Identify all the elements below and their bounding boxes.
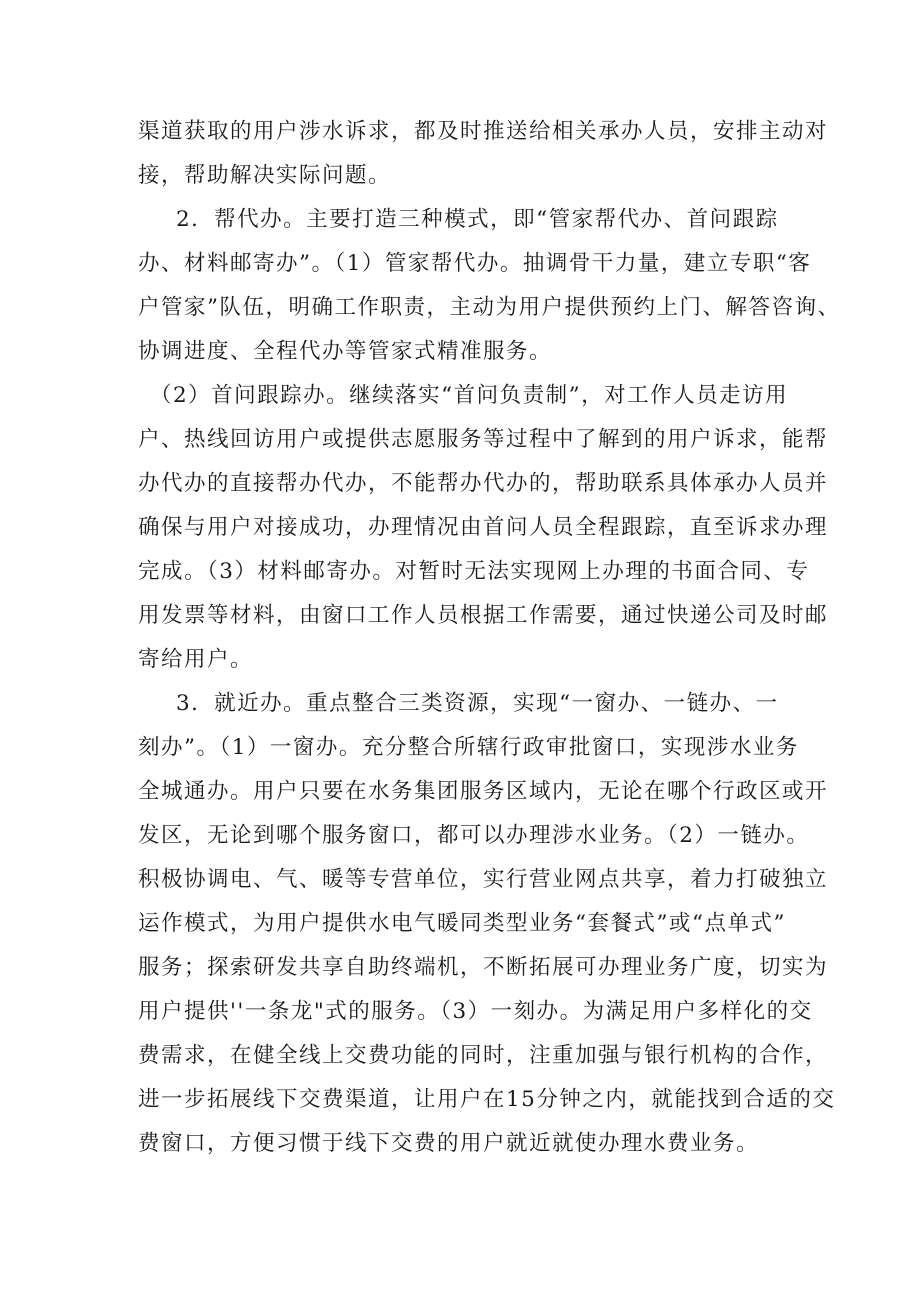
text-line: 户管家”队伍，明确工作职责，主动为用户提供预约上门、解答咨询、	[138, 295, 841, 320]
text-line: 户、热线回访用户或提供志愿服务等过程中了解到的用户诉求，能帮	[138, 427, 829, 452]
text-line: 刻办”。（1）一窗办。充分整合所辖行政审批窗口，实现涉水业务	[138, 735, 799, 760]
text-line: 服务；探索研发共享自助终端机，不断拓展可办理业务广度，切实为	[138, 955, 829, 980]
text-line: 发区，无论到哪个服务窗口，都可以办理涉水业务。（2）一链办。	[138, 823, 810, 848]
text-line: 渠道获取的用户涉水诉求，都及时推送给相关承办人员，安排主动对	[138, 119, 829, 144]
text-line: 寄给用户。	[138, 647, 254, 672]
text-line: 完成。（3）材料邮寄办。对暂时无法实现网上办理的书面合同、专	[138, 559, 810, 584]
text-line: 接，帮助解决实际问题。	[138, 163, 392, 188]
paragraph-3-start: 3．就近办。重点整合三类资源，实现“一窗办、一链办、一	[176, 691, 779, 716]
text-line: 办、材料邮寄办”。（1）管家帮代办。抽调骨干力量，建立专职“客	[138, 251, 812, 276]
text-line: 费需求，在健全线上交费功能的同时，注重加强与银行机构的合作，	[138, 1043, 829, 1068]
text-line: 进一步拓展线下交费渠道，让用户在15分钟之内，就能找到合适的交	[138, 1087, 836, 1112]
text-line: 运作模式，为用户提供水电气暖同类型业务“套餐式”或“点单式”	[138, 911, 786, 936]
text-line: 积极协调电、气、暖等专营单位，实行营业网点共享，着力打破独立	[138, 867, 829, 892]
text-line: 用发票等材料，由窗口工作人员根据工作需要，通过快递公司及时邮	[138, 603, 829, 628]
paragraph-2-2-start: （2）首问跟踪办。继续落实“首问负责制”，对工作人员走访用	[150, 383, 789, 408]
paragraph-2-start: 2．帮代办。主要打造三种模式，即“管家帮代办、首问跟踪	[176, 207, 779, 232]
text-line: 费窗口，方便习惯于线下交费的用户就近就使办理水费业务。	[138, 1131, 760, 1156]
text-line: 用户提供''一条龙"式的服务。（3）一刻办。为满足用户多样化的交	[138, 999, 813, 1024]
text-line: 协调进度、全程代办等管家式精准服务。	[138, 339, 553, 364]
text-line: 办代办的直接帮办代办，不能帮办代办的，帮助联系具体承办人员并	[138, 471, 829, 496]
text-line: 确保与用户对接成功，办理情况由首问人员全程跟踪，直至诉求办理	[138, 515, 829, 540]
text-line: 全城通办。用户只要在水务集团服务区域内，无论在哪个行政区或开	[138, 779, 829, 804]
